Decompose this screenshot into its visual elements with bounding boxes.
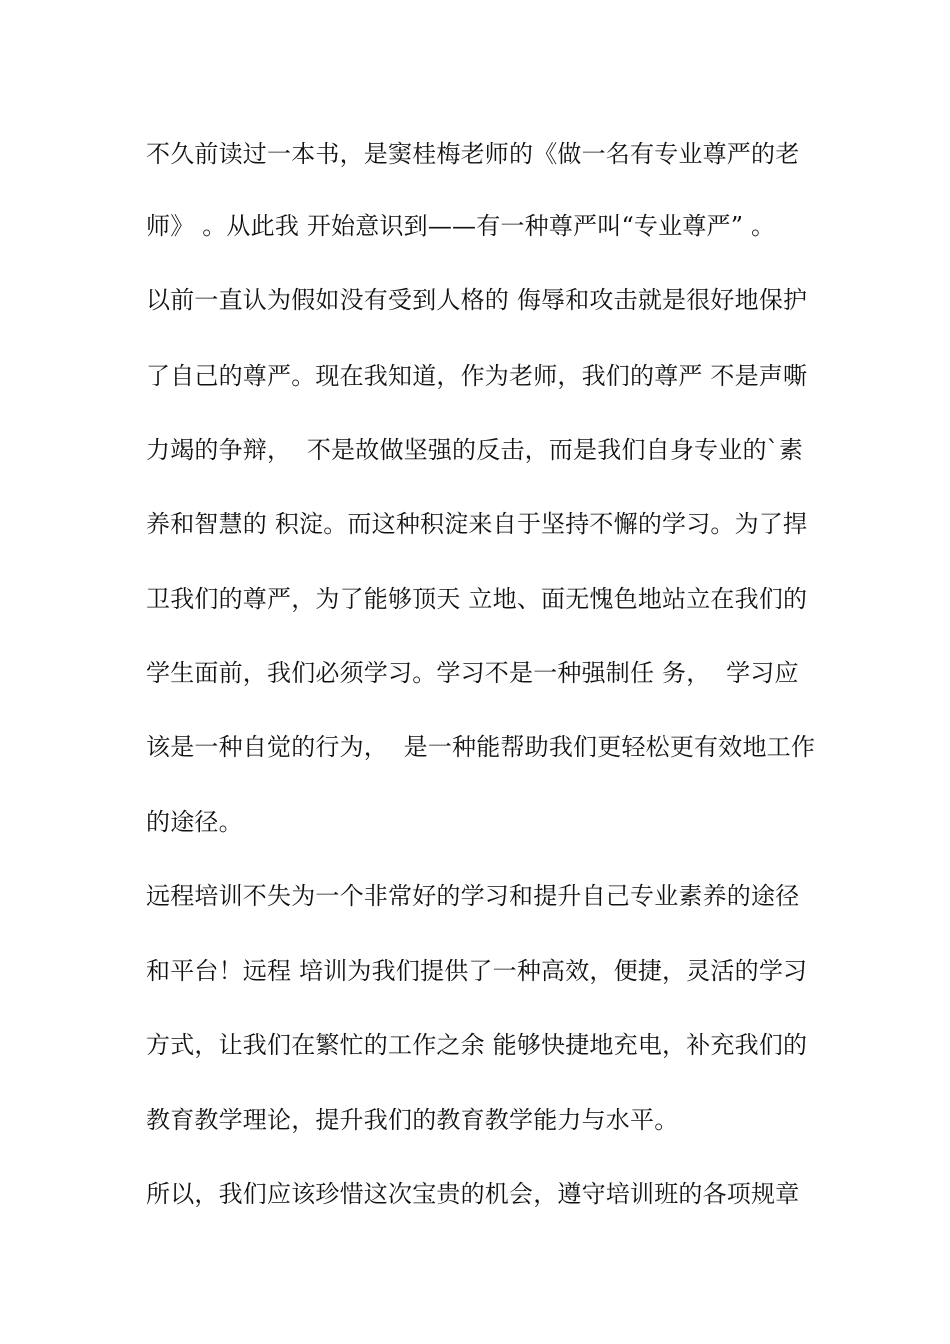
text-line: 该是一种自觉的行为， 是一种能帮助我们更轻松更有效地工作 [146,733,816,761]
text-line: 卫我们的尊严，为了能够顶天 立地、面无愧色地站立在我们的 [146,585,808,613]
text-line: 不久前读过一本书，是窦桂梅老师的《做一名有专业尊严的老 [146,140,800,168]
text-line: 以前一直认为假如没有受到人格的 侮辱和攻击就是很好地保护 [146,286,808,314]
text-line: 学生面前，我们必须学习。学习不是一种强制任 务， 学习应 [146,659,799,687]
text-line: 养和智慧的 积淀。而这种积淀来自于坚持不懈的学习。为了捍 [146,510,808,538]
text-line: 师》 。从此我 开始意识到——有一种尊严叫“专业尊严” 。 [146,212,776,240]
text-line: 方式，让我们在繁忙的工作之余 能够快捷地充电，补充我们的 [146,1031,808,1059]
text-line: 力竭的争辩， 不是故做坚强的反击，而是我们自身专业的`素 [146,436,804,464]
text-line: 远程培训不失为一个非常好的学习和提升自己专业素养的途径 [146,882,800,910]
text-line: 了自己的尊严。现在我知道，作为老师，我们的尊严 不是声嘶 [146,362,808,390]
text-line: 的途径。 [146,808,243,836]
text-line: 教育教学理论，提升我们的教育教学能力与水平。 [146,1106,679,1134]
text-line: 和平台！远程 培训为我们提供了一种高效，便捷，灵活的学习 [146,957,808,985]
text-line: 所以，我们应该珍惜这次宝贵的机会，遵守培训班的各项规章 [146,1180,800,1208]
